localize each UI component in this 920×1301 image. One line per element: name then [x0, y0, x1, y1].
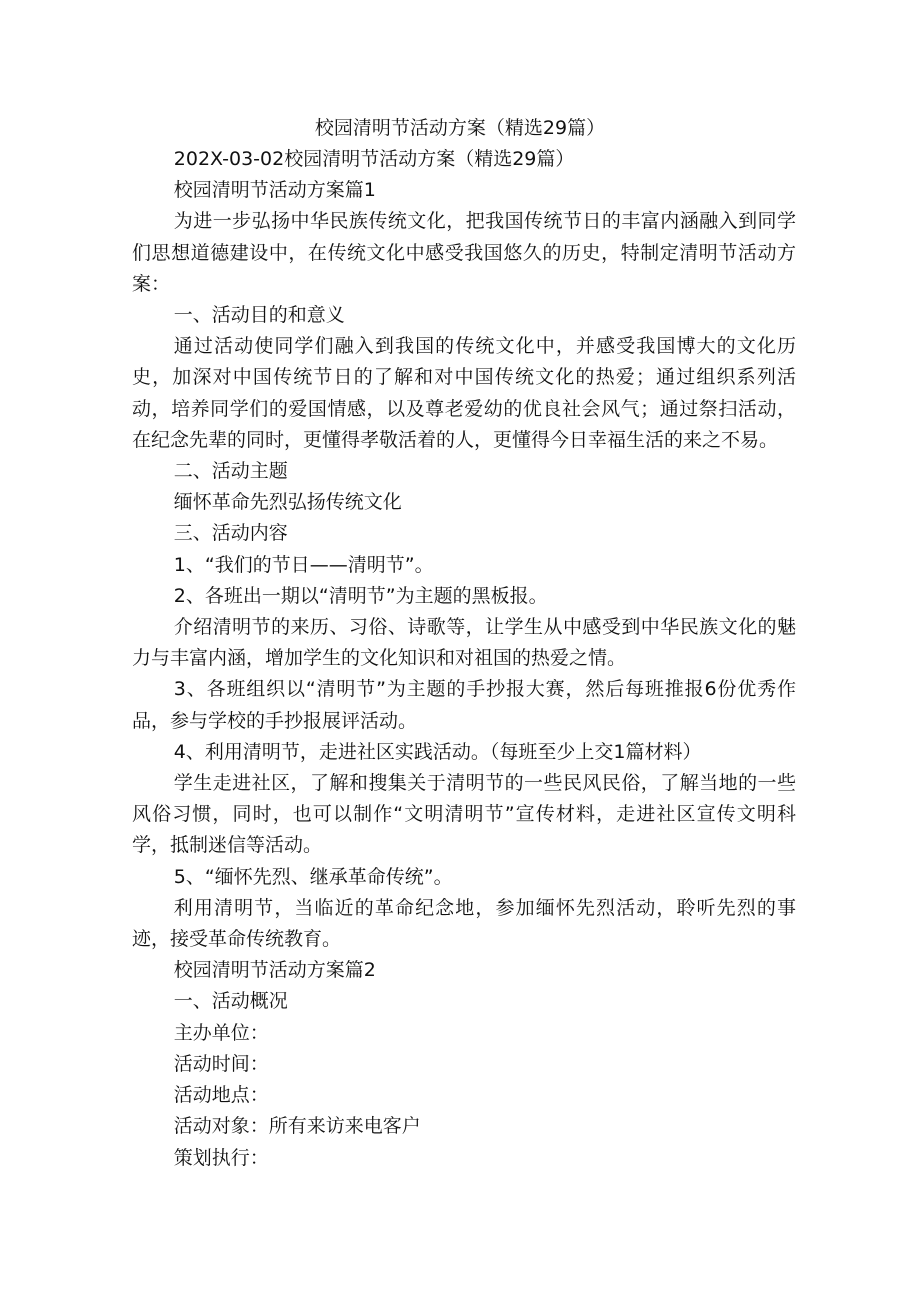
section-heading: 校园清明节活动方案篇2	[173, 959, 376, 982]
paragraph: 学生走进社区，了解和搜集关于清明节的一些民风民俗，了解当地的一些风俗习惯，同时，也可以制作“文明清明节”宣传材料，走进社区宣传文明科学，抵制迷信等活动。	[132, 772, 796, 857]
field-line: 策划执行：	[173, 1146, 269, 1169]
section-heading: 一、活动概况	[173, 990, 288, 1013]
document-title: 校园清明节活动方案（精选29篇）	[314, 117, 606, 139]
section-heading: 一、活动目的和意义	[173, 304, 345, 327]
paragraph: 介绍清明节的来历、习俗、诗歌等，让学生从中感受到中华民族文化的魅力与丰富内涵，增加学生的文化知识和对祖国的热爱之情。	[132, 616, 796, 670]
document-body	[132, 144, 796, 1174]
date-line: 202X-03-02校园清明节活动方案（精选29篇）	[173, 148, 575, 170]
paragraph: 通过活动使同学们融入到我国的传统文化中，并感受我国博大的文化历史，加深对中国传统节日的了解和对中国传统文化的热爱；通过组织系列活动，培养同学们的爱国情感，以及尊老爱幼的优良社会风气；通过祭扫活动，在纪念先辈的同时，更懂得孝敬活着的人，更懂得今日幸福生活的来之不易。	[132, 335, 796, 451]
paragraph: 缅怀革命先烈弘扬传统文化	[173, 491, 402, 514]
section-heading: 校园清明节活动方案篇1	[173, 179, 376, 202]
section-heading: 三、活动内容	[173, 522, 288, 545]
section-heading: 二、活动主题	[173, 460, 288, 483]
list-item: 4、利用清明节，走进社区实践活动。（每班至少上交1篇材料）	[173, 740, 702, 763]
field-line: 活动地点：	[173, 1084, 269, 1107]
list-item: 2、各班出一期以“清明节”为主题的黑板报。	[173, 584, 548, 607]
field-line: 活动时间：	[173, 1052, 269, 1075]
list-item: 3、各班组织以“清明节”为主题的手抄报大赛，然后每班推报6份优秀作品，参与学校的手抄报展评活动。	[132, 678, 796, 732]
paragraph: 为进一步弘扬中华民族传统文化，把我国传统节日的丰富内涵融入到同学们思想道德建设中，在传统文化中感受我国悠久的历史，特制定清明节活动方案：	[132, 210, 796, 295]
list-item: 5、“缅怀先烈、继承革命传统”。	[173, 865, 453, 888]
list-item: 1、“我们的节日——清明节”。	[173, 553, 434, 576]
paragraph: 利用清明节，当临近的革命纪念地，参加缅怀先烈活动，聆听先烈的事迹，接受革命传统教育。	[132, 896, 796, 951]
field-line: 主办单位：	[173, 1021, 269, 1044]
field-line: 活动对象：所有来访来电客户	[173, 1115, 421, 1138]
